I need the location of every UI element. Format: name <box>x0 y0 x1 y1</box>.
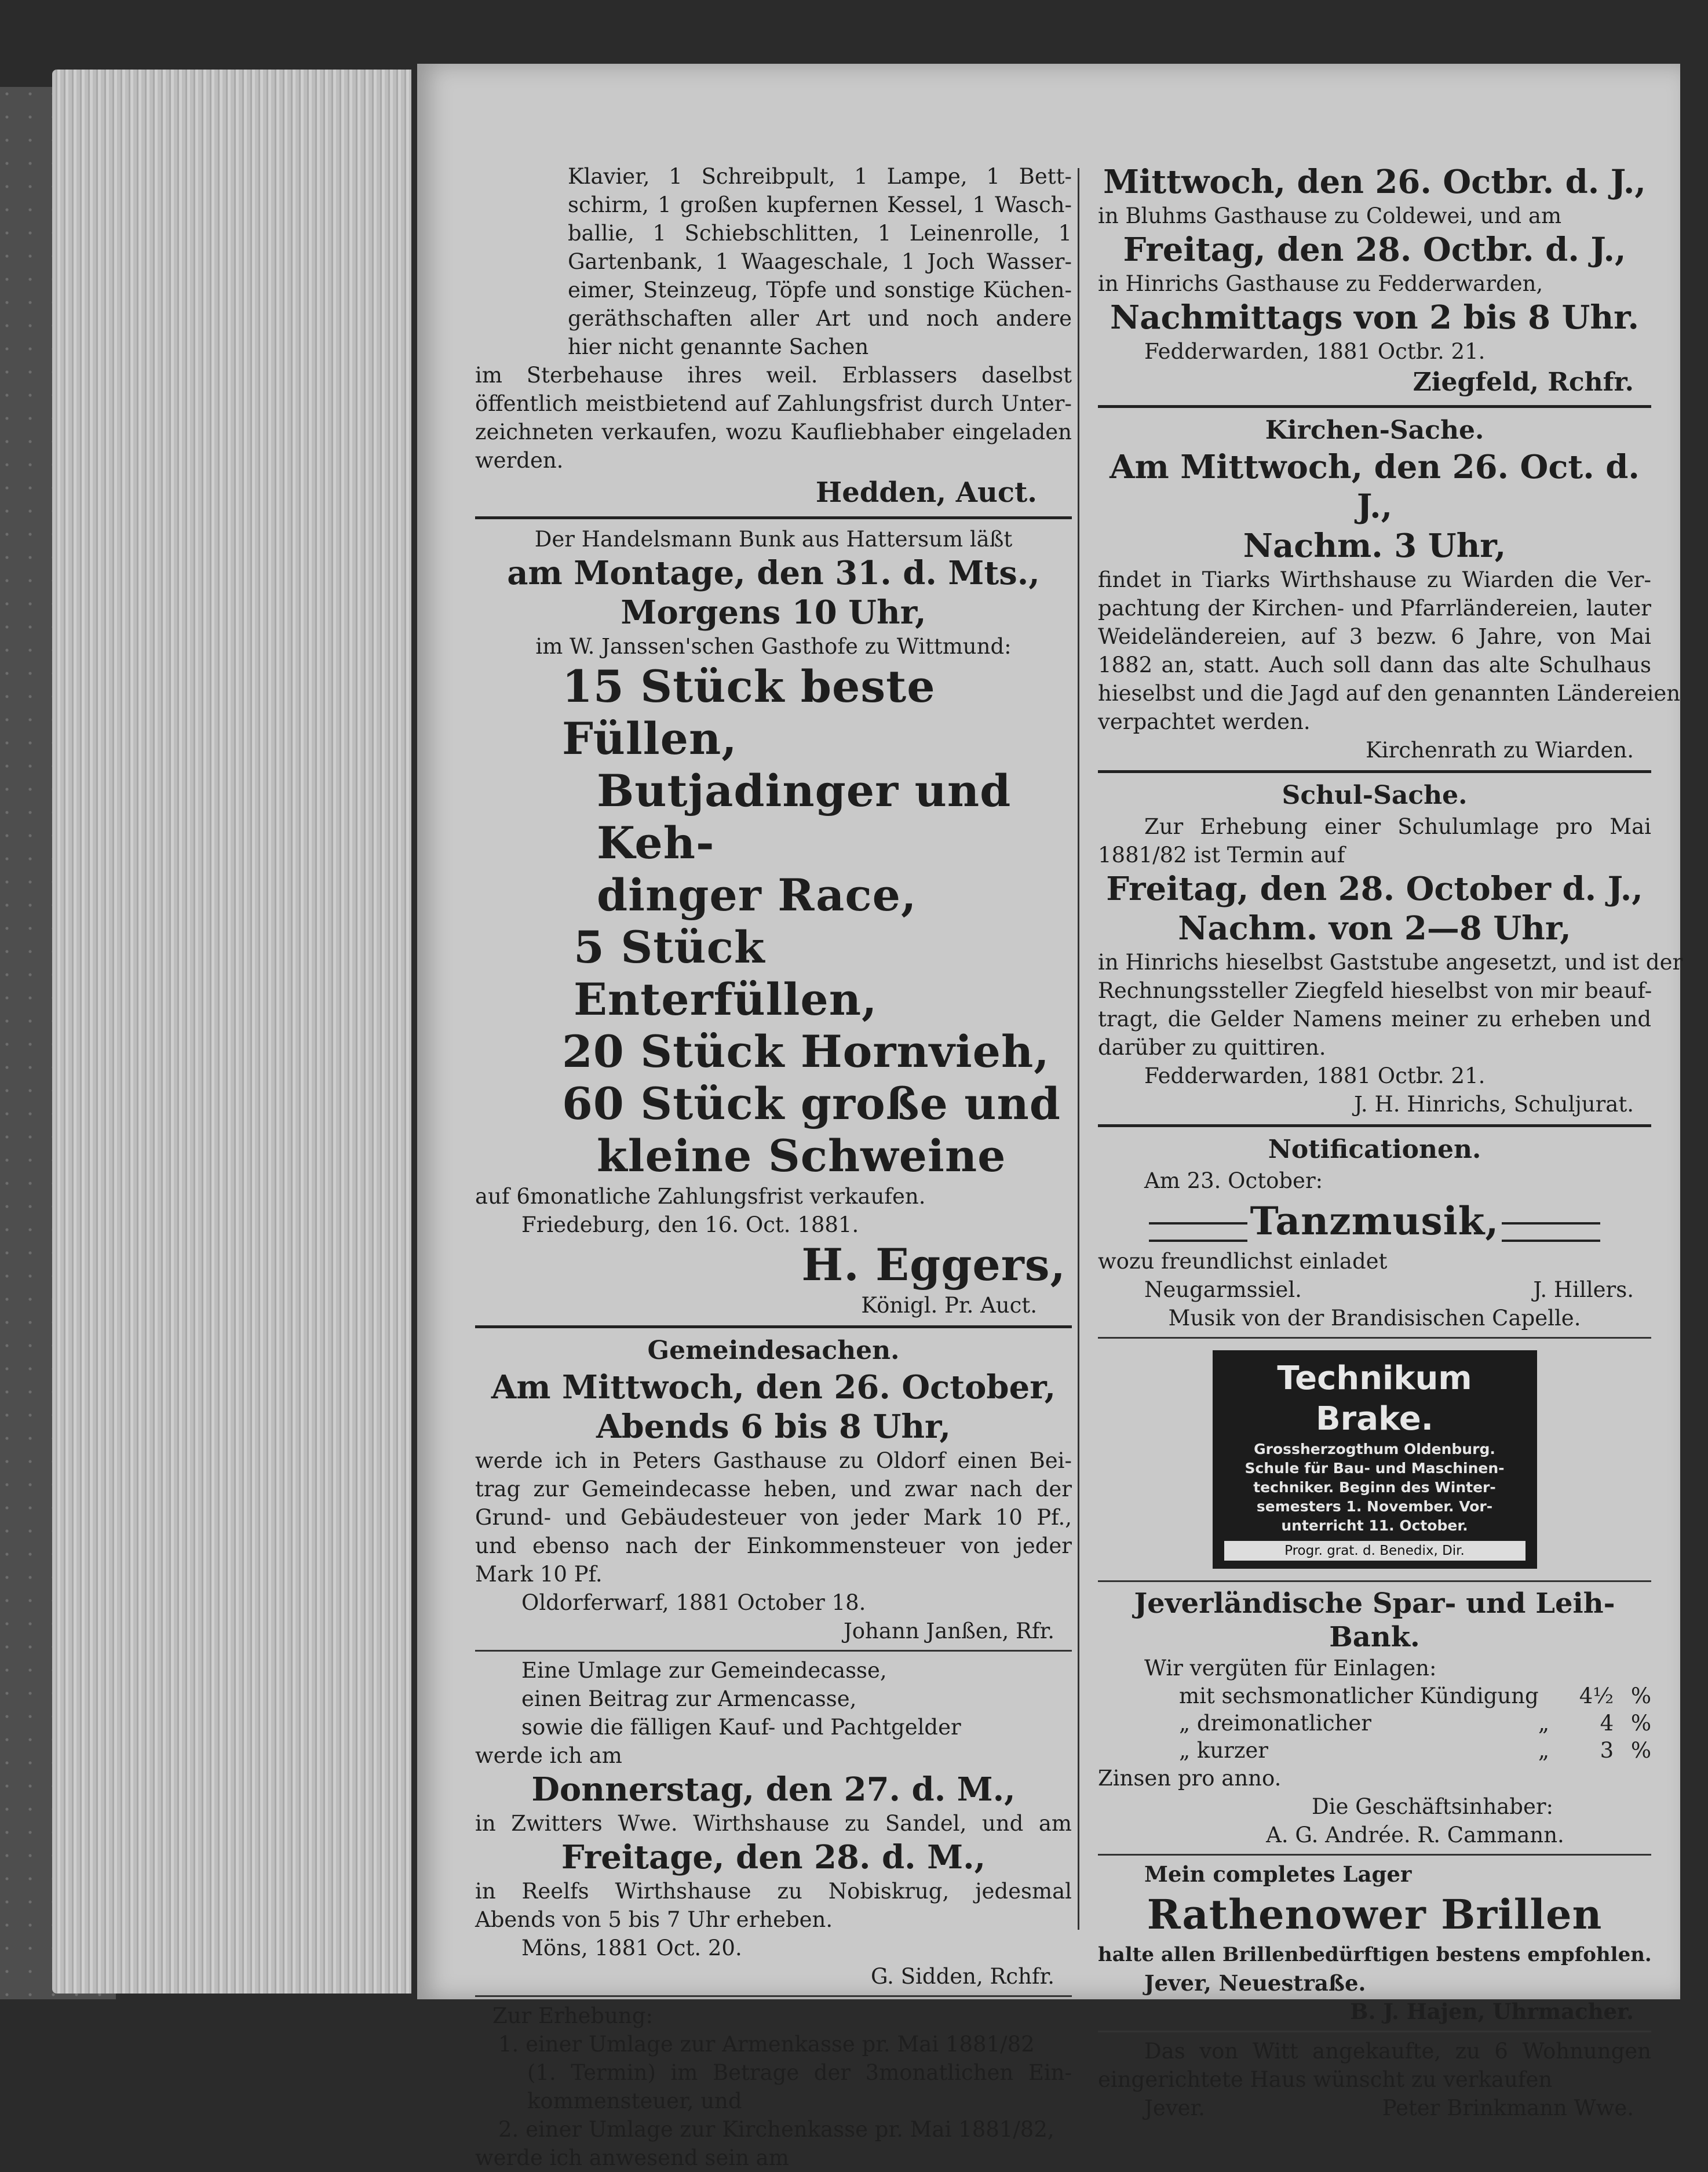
ad-time: Morgens 10 Uhr, <box>621 593 926 632</box>
ad-place: Neugarmssiel. <box>1144 1277 1302 1302</box>
ad-line: eimer, Steinzeug, Töpfe und sonstige Küchen- <box>568 278 1072 303</box>
ad-line: 1882 an, statt. Auch soll dann das alte Schulhaus <box>1098 653 1651 677</box>
rate-row <box>1098 1710 1651 1737</box>
ad-church-matter <box>1098 414 1681 764</box>
ad-date: Freitage, den 28. d. M., <box>561 1838 986 1876</box>
rate-mark: „ <box>1538 1711 1550 1736</box>
separator-rule <box>1098 1124 1651 1127</box>
ornament-right-icon <box>1502 1222 1600 1242</box>
ad-line: Zur Erhebung einer Schulumlage pro Mai <box>1144 814 1651 839</box>
ad-line: wozu freundlichst einladet <box>1098 1249 1388 1274</box>
ad-line: hieselbst und die Jagd auf den genannten Ländereien <box>1098 681 1681 706</box>
ad-line: und ebenso nach der Einkommensteuer von jeder <box>475 1533 1072 1558</box>
ad-date: Freitag, den 28. Octbr. d. J., <box>1123 231 1626 269</box>
ad-line: Abends von 5 bis 7 Uhr erheben. <box>475 1907 833 1932</box>
ad-title: Rathenower Brillen <box>1147 1890 1603 1938</box>
separator-rule <box>475 1325 1072 1328</box>
ad-date: Freitag, den 28. October d. J., <box>1106 870 1643 908</box>
ad-levy-collection <box>475 1656 1072 1991</box>
rate-value: 3 <box>1600 1738 1614 1763</box>
ad-line: werde ich am <box>475 1743 622 1768</box>
rate-label: mit sechsmonatlicher Kündigung <box>1179 1683 1539 1708</box>
ad-line: 2. einer Umlage zur Kirchenkasse pr. Mai 1881/82, <box>498 2117 1054 2142</box>
newspaper-page <box>417 64 1683 2170</box>
ad-heading: Notificationen. <box>1268 1135 1481 1164</box>
ad-time: Nachm. 3 Uhr, <box>1243 527 1506 565</box>
ad-line: im Sterbehause ihres weil. Erblassers daselbst <box>475 363 1072 388</box>
rate-unit: % <box>1630 1711 1651 1736</box>
ad-item: kleine Schweine <box>597 1130 1006 1182</box>
ad-heading: Gemeindesachen. <box>647 1336 900 1365</box>
rate-row <box>1098 1682 1651 1710</box>
ad-item: Butjadinger und Keh- <box>597 765 1012 869</box>
ad-line: (1. Termin) im Betrage der 3monatlichen Ein- <box>527 2060 1072 2085</box>
ad-title-row <box>1098 1195 1651 1247</box>
ad-heading: Kirchen-Sache. <box>1265 416 1484 445</box>
rate-mark: „ <box>1538 1738 1550 1763</box>
ad-line: techniker. Beginn des Winter- <box>1253 1479 1496 1496</box>
ad-signature-title: Königl. Pr. Auct. <box>861 1293 1037 1318</box>
ad-line: geräthschaften aller Art und noch andere <box>568 306 1072 331</box>
ad-savings-bank <box>1098 1587 1651 1849</box>
ad-line: Zur Erhebung: <box>492 2003 653 2028</box>
ad-dateline: Möns, 1881 Oct. 20. <box>521 1936 742 1960</box>
rate-row <box>1098 1737 1651 1764</box>
ad-signature: Kirchenrath zu Wiarden. <box>1366 738 1634 763</box>
ad-line: Musik von der Brandisischen Capelle. <box>1168 1306 1581 1331</box>
ad-line: zeichneten verkaufen, wozu Kaufliebhaber eingeladen <box>475 420 1072 444</box>
separator-rule <box>1098 1580 1651 1582</box>
ad-line: Rechnungssteller Ziegfeld hieselbst von mir beauf- <box>1098 978 1652 1003</box>
ad-line: verpachtet werden. <box>1098 709 1311 734</box>
separator-rule <box>1098 405 1651 408</box>
ad-line: hier nicht genannte Sachen <box>568 334 869 359</box>
ad-line: sowie die fälligen Kauf- und Pachtgelder <box>521 1715 961 1740</box>
ad-collection-dates <box>1098 162 1651 399</box>
ad-date: Am 23. October: <box>1144 1168 1323 1193</box>
ad-line: werde ich anwesend sein am <box>475 2145 789 2170</box>
ad-item: 5 Stück Enterfüllen, <box>574 921 878 1025</box>
ad-place: Jever. <box>1144 2096 1205 2120</box>
ad-dateline: Oldorferwarf, 1881 October 18. <box>521 1590 866 1615</box>
rate-unit: % <box>1630 1683 1651 1708</box>
ad-line: in Reelfs Wirthshause zu Nobiskrug, jedesmal <box>475 1879 1072 1904</box>
separator-rule <box>475 1995 1072 1997</box>
ad-date: Am Mittwoch, den 26. Oct. d. J., <box>1110 448 1640 526</box>
ad-intro: Der Handelsmann Bunk aus Hattersum läßt <box>534 527 1013 552</box>
ornament-left-icon <box>1149 1222 1247 1242</box>
ad-dateline: Fedderwarden, 1881 Octbr. 21. <box>1144 339 1486 364</box>
separator-rule <box>1098 1337 1651 1339</box>
ad-line: pachtung der Kirchen- und Pfarrländereien, lauter <box>1098 596 1651 621</box>
ad-line: eingerichtete Haus wünscht zu verkaufen <box>1098 2067 1553 2092</box>
ad-place-row <box>1098 2094 1651 2122</box>
ad-line: Grossherzogthum Oldenburg. <box>1254 1441 1495 1457</box>
ad-signature: B. J. Hajen, Uhrmacher. <box>1350 1999 1634 2024</box>
ad-item: 20 Stück Hornvieh, <box>562 1026 1050 1077</box>
ad-signature: Hedden, Auct. <box>815 476 1037 509</box>
ad-signature: Ziegfeld, Rchfr. <box>1413 367 1634 397</box>
separator-rule <box>475 516 1072 519</box>
book-page-edges <box>52 70 411 1994</box>
ad-line: Zinsen pro anno. <box>1098 1766 1282 1791</box>
rate-value: 4 <box>1600 1711 1614 1736</box>
ad-rathenow-glasses <box>1098 1860 1651 2026</box>
ad-technikum-brake <box>1213 1350 1537 1569</box>
separator-rule <box>1098 2031 1651 2032</box>
ad-date: Am Mittwoch, den 26. October, <box>491 1368 1056 1406</box>
ad-time: Abends 6 bis 8 Uhr, <box>596 1408 951 1446</box>
ad-line: darüber zu quittiren. <box>1098 1035 1326 1060</box>
ad-item: dinger Race, <box>597 869 917 921</box>
separator-rule <box>1098 770 1651 773</box>
ad-title: Technikum Brake. <box>1277 1360 1472 1438</box>
ad-line: kommensteuer, und <box>527 2089 742 2113</box>
ad-date: Donnerstag, den 27. d. M., <box>531 1770 1016 1809</box>
ad-line: tragt, die Gelder Namens meiner zu erheben und <box>1098 1007 1651 1032</box>
ad-house-sale <box>1098 2037 1651 2122</box>
ad-line: 1. einer Umlage zur Armenkasse pr. Mai 1881/82 <box>498 2032 1035 2057</box>
ad-line: Weideländereien, auf 3 bezw. 6 Jahre, von Mai <box>1098 624 1651 649</box>
ad-line: Wir vergüten für Einlagen: <box>1144 1656 1437 1681</box>
ad-terms: auf 6monatliche Zahlungsfrist verkaufen. <box>475 1184 926 1209</box>
ad-title: Tanzmusik, <box>1250 1198 1499 1244</box>
ad-place: in Zwitters Wwe. Wirthshause zu Sandel, und am <box>475 1811 1072 1836</box>
ad-time: Nachmittags von 2 bis 8 Uhr. <box>1110 298 1639 337</box>
ad-dateline: Fedderwarden, 1881 Octbr. 21. <box>1144 1063 1486 1088</box>
ad-date: am Montage, den 31. d. Mts., <box>507 554 1040 592</box>
ad-place: in Hinrichs Gasthause zu Fedderwarden, <box>1098 271 1543 296</box>
ad-line: Gartenbank, 1 Waageschale, 1 Joch Wasser- <box>568 249 1072 274</box>
ad-livestock-auction <box>475 525 1072 1320</box>
rate-value: 4½ <box>1579 1683 1614 1708</box>
ad-line: Klavier, 1 Schreibpult, 1 Lampe, 1 Bett- <box>568 164 1072 189</box>
ad-line: findet in Tiarks Wirthshause zu Wiarden die Ver- <box>1098 567 1651 592</box>
ad-line: Eine Umlage zur Gemeindecasse, <box>521 1658 887 1683</box>
ad-school-matter <box>1098 779 1683 1118</box>
ad-footer: Progr. grat. d. Benedix, Dir. <box>1224 1541 1525 1561</box>
ad-time: Nachm. von 2—8 Uhr, <box>1178 909 1571 947</box>
ad-line: werden. <box>475 448 564 473</box>
ad-line: Mark 10 Pf. <box>475 1562 603 1587</box>
separator-rule <box>475 1650 1072 1652</box>
ad-line: Mein completes Lager <box>1144 1861 1412 1887</box>
right-column <box>1098 162 1683 2122</box>
ad-municipal-matters <box>475 1334 1072 1645</box>
ad-line: trag zur Gemeindecasse heben, und zwar nach der <box>475 1477 1072 1502</box>
ad-host: J. Hillers. <box>1533 1277 1634 1302</box>
ad-line: halte allen Brillenbedürftigen bestens empfohlen. <box>1098 1943 1652 1966</box>
ad-line: 1881/82 ist Termin auf <box>1098 843 1345 868</box>
ad-signature: A. G. Andrée. R. Cammann. <box>1266 1823 1564 1847</box>
ad-place: in Bluhms Gasthause zu Coldewei, und am <box>1098 203 1562 228</box>
rate-label: „ dreimonatlicher <box>1179 1711 1371 1736</box>
ad-household-auction <box>475 162 1072 511</box>
left-column <box>475 162 1072 2172</box>
ad-item: 60 Stück große und <box>562 1078 1061 1129</box>
column-divider <box>1078 168 1079 1930</box>
ad-poor-fund-levy <box>475 2002 1072 2172</box>
ad-heading: Schul-Sache. <box>1282 781 1468 810</box>
ad-signature: H. Eggers, <box>801 1239 1066 1291</box>
ad-notifications <box>1098 1133 1651 1332</box>
ad-place-row <box>1098 1275 1651 1304</box>
ad-item: 15 Stück beste Füllen, <box>562 661 936 764</box>
ad-line: semesters 1. November. Vor- <box>1256 1498 1493 1515</box>
ad-line: öffentlich meistbietend auf Zahlungsfrist durch Unter- <box>475 391 1072 416</box>
ad-line: unterricht 11. October. <box>1281 1517 1468 1534</box>
separator-rule <box>1098 1854 1651 1856</box>
ad-date: Mittwoch, den 26. Octbr. d. J., <box>1103 163 1646 201</box>
ad-line: ballie, 1 Schiebschlitten, 1 Leinenrolle, 1 <box>568 221 1072 246</box>
ad-place: Jever, Neuestraße. <box>1144 1970 1366 1996</box>
ad-signature: Peter Brinkmann Wwe. <box>1382 2096 1634 2120</box>
ad-line: Schule für Bau- und Maschinen- <box>1244 1460 1505 1477</box>
ad-line: Die Geschäftsinhaber: <box>1311 1794 1554 1819</box>
ad-line: Grund- und Gebäudesteuer von jeder Mark 10 Pf., <box>475 1505 1072 1530</box>
ad-line: einen Beitrag zur Armencasse, <box>521 1686 857 1711</box>
ad-signature: Johann Janßen, Rfr. <box>843 1619 1054 1643</box>
ad-line: in Hinrichs hieselbst Gaststube angesetzt, und ist der <box>1098 950 1683 975</box>
ad-signature: G. Sidden, Rchfr. <box>870 1964 1054 1989</box>
ad-line: schirm, 1 großen kupfernen Kessel, 1 Wasch- <box>568 192 1072 217</box>
ad-signature: J. H. Hinrichs, Schuljurat. <box>1353 1092 1634 1117</box>
ad-line: werde ich in Peters Gasthause zu Oldorf einen Bei- <box>475 1448 1072 1473</box>
rate-unit: % <box>1630 1738 1651 1763</box>
ad-heading: Jeverländische Spar- und Leih-Bank. <box>1134 1587 1615 1653</box>
ad-line: Das von Witt angekaufte, zu 6 Wohnungen <box>1144 2039 1651 2064</box>
ad-dateline: Friedeburg, den 16. Oct. 1881. <box>521 1212 859 1237</box>
ad-place: im W. Janssen'schen Gasthofe zu Wittmund: <box>535 634 1012 659</box>
rate-label: „ kurzer <box>1179 1738 1268 1763</box>
